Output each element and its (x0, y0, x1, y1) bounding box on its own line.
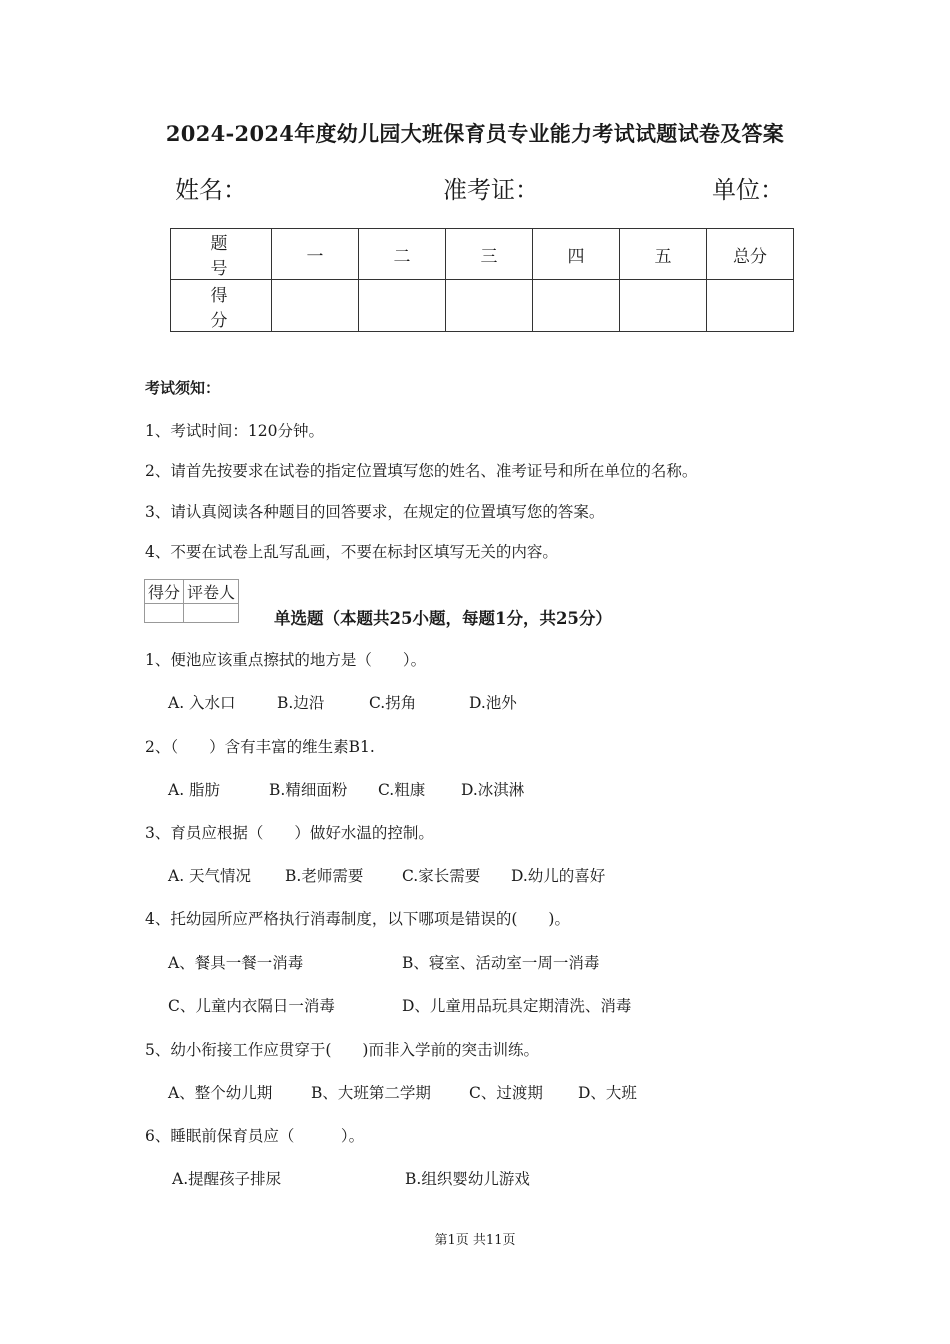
grader-score-blank (145, 604, 184, 623)
exam-id-field-label: 准考证： (443, 176, 539, 204)
question-option: B.精细面粉 (269, 781, 348, 799)
notice-item: 3、请认真阅读各种题目的回答要求，在规定的位置填写您的答案。 (145, 503, 605, 521)
score-table-cell: 二 (359, 229, 446, 280)
question-option: A. 脂肪 (168, 781, 221, 799)
score-table-blank-cell (446, 280, 533, 332)
section-title: 单选题（本题共25小题，每题1分，共25分） (274, 609, 612, 628)
score-table-blank-cell (707, 280, 794, 332)
name-field-label: 姓名： (175, 176, 247, 204)
score-table (170, 228, 794, 332)
question-option: C、儿童内衣隔日一消毒 (168, 997, 335, 1015)
score-table-blank-cell (272, 280, 359, 332)
question-option: A.提醒孩子排尿 (172, 1170, 282, 1188)
question-stem: 5、幼小衔接工作应贯穿于( )而非入学前的突击训练。 (145, 1041, 539, 1059)
score-table-header-row (171, 229, 794, 280)
question-option: A. 入水口 (168, 694, 236, 712)
grader-box (144, 579, 239, 623)
question-option: A、整个幼儿期 (168, 1084, 273, 1102)
question-option: B、大班第二学期 (311, 1084, 431, 1102)
grader-score-label: 得分 (145, 580, 184, 604)
unit-field-label: 单位： (712, 176, 784, 204)
score-table-score-row (171, 280, 794, 332)
score-table-blank-cell (533, 280, 620, 332)
question-stem: 6、睡眠前保育员应（ ）。 (145, 1127, 365, 1145)
question-option: C.粗康 (378, 781, 426, 799)
question-option: D.池外 (469, 694, 517, 712)
score-table-blank-cell (359, 280, 446, 332)
grader-reviewer-blank (184, 604, 239, 623)
question-option: D、儿童用品玩具定期清洗、消毒 (402, 997, 632, 1015)
question-stem: 3、育员应根据（ ）做好水温的控制。 (145, 824, 434, 842)
score-table-cell: 一 (272, 229, 359, 280)
question-stem: 4、托幼园所应严格执行消毒制度，以下哪项是错误的( )。 (145, 910, 570, 928)
score-table-cell: 得 分 (171, 280, 272, 332)
question-option: B.边沿 (277, 694, 325, 712)
notice-heading: 考试须知： (145, 379, 221, 397)
page-title: 2024-2024年度幼儿园大班保育员专业能力考试试题试卷及答案 (165, 121, 785, 146)
question-option: C.拐角 (369, 694, 417, 712)
question-option: B、寝室、活动室一周一消毒 (402, 954, 600, 972)
grader-reviewer-label: 评卷人 (184, 580, 239, 604)
notice-item: 1、考试时间：120分钟。 (145, 422, 324, 440)
question-option: C、过渡期 (469, 1084, 543, 1102)
question-option: B.老师需要 (285, 867, 364, 885)
question-option: D、大班 (578, 1084, 637, 1102)
question-stem: 1、便池应该重点擦拭的地方是（ ）。 (145, 651, 427, 669)
notice-item: 4、不要在试卷上乱写乱画，不要在标封区填写无关的内容。 (145, 543, 558, 561)
score-table-cell: 三 (446, 229, 533, 280)
score-table-cell: 题 号 (171, 229, 272, 280)
score-table-cell: 五 (620, 229, 707, 280)
question-option: D.幼儿的喜好 (511, 867, 606, 885)
page-footer: 第1页 共11页 (434, 1233, 516, 1248)
question-option: D.冰淇淋 (461, 781, 525, 799)
score-table-cell: 总分 (707, 229, 794, 280)
question-option: A. 天气情况 (168, 867, 252, 885)
score-table-cell: 四 (533, 229, 620, 280)
question-stem: 2、（ ）含有丰富的维生素B1. (145, 738, 375, 756)
score-table-blank-cell (620, 280, 707, 332)
question-option: C.家长需要 (402, 867, 481, 885)
question-option: B.组织婴幼儿游戏 (405, 1170, 530, 1188)
question-option: A、餐具一餐一消毒 (168, 954, 304, 972)
notice-item: 2、请首先按要求在试卷的指定位置填写您的姓名、准考证号和所在单位的名称。 (145, 462, 698, 480)
